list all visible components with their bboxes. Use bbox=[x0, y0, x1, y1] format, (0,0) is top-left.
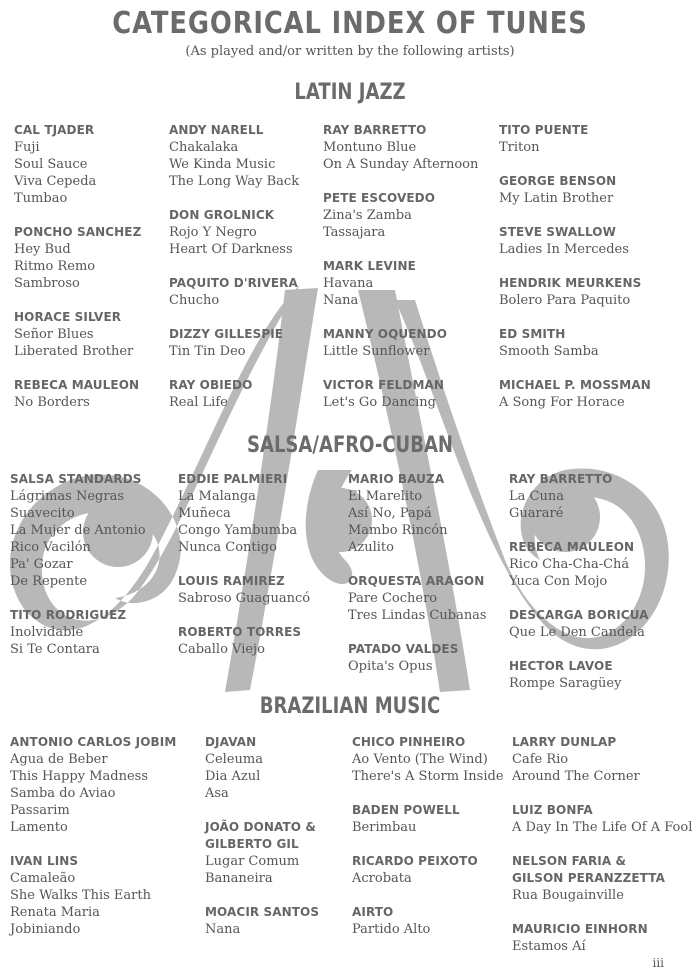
artist-name: MICHAEL P. MOSSMAN bbox=[499, 378, 651, 392]
tune-title: Yuca Con Mojo bbox=[509, 574, 608, 589]
tune-title: Celeuma bbox=[205, 752, 263, 767]
tune-title: Tin Tin Deo bbox=[169, 344, 246, 359]
tune-title: She Walks This Earth bbox=[10, 888, 151, 903]
tune-title: Nunca Contigo bbox=[178, 540, 277, 555]
tune-title: No Borders bbox=[14, 395, 90, 410]
artist-group bbox=[178, 573, 358, 607]
tune-title: Jobiniando bbox=[10, 922, 81, 937]
tune-title: Viva Cepeda bbox=[14, 174, 97, 189]
artist-group bbox=[352, 853, 532, 887]
artist-name: PATADO VALDES bbox=[348, 642, 459, 656]
artist-group bbox=[512, 802, 697, 836]
salsa-column-2 bbox=[178, 471, 358, 675]
tune-title: Nana bbox=[205, 922, 241, 937]
tune-title: Que Le Den Candela bbox=[509, 625, 645, 640]
tune-title: Asa bbox=[205, 786, 229, 801]
artist-group bbox=[323, 377, 503, 411]
tune-title: Rojo Y Negro bbox=[169, 225, 257, 240]
artist-name: TITO PUENTE bbox=[499, 123, 589, 137]
artist-group bbox=[499, 326, 694, 360]
tune-title: This Happy Madness bbox=[10, 769, 149, 784]
artist-name: MANNY OQUENDO bbox=[323, 327, 448, 341]
salsa-column-1 bbox=[10, 471, 190, 675]
tune-title: Liberated Brother bbox=[14, 344, 134, 359]
artist-group bbox=[348, 573, 528, 624]
tune-title: Rico Cha-Cha-Chá bbox=[509, 557, 630, 572]
artist-group bbox=[178, 624, 358, 658]
artist-group bbox=[352, 802, 532, 836]
artist-name: MARK LEVINE bbox=[323, 259, 416, 273]
artist-group bbox=[499, 275, 694, 309]
artist-group bbox=[512, 734, 697, 785]
artist-name: PETE ESCOVEDO bbox=[323, 191, 436, 205]
artist-group bbox=[14, 122, 194, 207]
artist-name: GEORGE BENSON bbox=[499, 174, 617, 188]
artist-name: LOUIS RAMIREZ bbox=[178, 574, 285, 588]
artist-name: ROBERTO TORRES bbox=[178, 625, 302, 639]
artist-group bbox=[323, 122, 503, 173]
artist-group bbox=[499, 377, 694, 411]
tune-title: We Kinda Music bbox=[169, 157, 276, 172]
artist-name: MAURICIO EINHORN bbox=[512, 922, 648, 936]
brazilian-column-4 bbox=[512, 734, 697, 972]
tune-title: Rua Bougainville bbox=[512, 888, 624, 903]
tune-title: Rompe Saragüey bbox=[509, 676, 622, 691]
tune-title: Camaleão bbox=[10, 871, 76, 886]
artist-group bbox=[10, 607, 190, 658]
artist-name: AIRTO bbox=[352, 905, 394, 919]
artist-name: DESCARGA BORICUA bbox=[509, 608, 649, 622]
tune-title: Real Life bbox=[169, 395, 228, 410]
section-title-salsa: SALSA/AFRO-CUBAN bbox=[246, 433, 454, 458]
tune-title: El Marelito bbox=[348, 489, 423, 504]
artist-group bbox=[323, 190, 503, 241]
tune-title: De Repente bbox=[10, 574, 88, 589]
tune-title: There's A Storm Inside bbox=[352, 769, 504, 784]
artist-name: ED SMITH bbox=[499, 327, 566, 341]
tune-title: Muñeca bbox=[178, 506, 231, 521]
artist-group bbox=[352, 734, 532, 785]
tune-title: Así No, Papá bbox=[348, 506, 432, 521]
artist-group bbox=[323, 258, 503, 309]
latin-jazz-column-1 bbox=[14, 122, 194, 428]
tune-title: Sambroso bbox=[14, 276, 80, 291]
artist-name: TITO RODRIGUEZ bbox=[10, 608, 127, 622]
artist-name: NELSON FARIA & bbox=[512, 854, 627, 868]
tune-title: Zina's Zamba bbox=[323, 208, 412, 223]
artist-group bbox=[10, 734, 200, 836]
tune-title: Estamos Aí bbox=[512, 939, 586, 954]
tune-title: Let's Go Dancing bbox=[323, 395, 436, 410]
tune-title: Hey Bud bbox=[14, 242, 71, 257]
tune-title: La Malanga bbox=[178, 489, 256, 504]
artist-name: REBECA MAULEON bbox=[509, 540, 635, 554]
tune-title: Acrobata bbox=[352, 871, 412, 886]
artist-name: DON GROLNICK bbox=[169, 208, 275, 222]
tune-title: Nana bbox=[323, 293, 359, 308]
tune-title: A Day In The Life Of A Fool bbox=[512, 820, 693, 835]
section-title-latin-jazz: LATIN JAZZ bbox=[294, 80, 406, 105]
tune-title: Tumbao bbox=[14, 191, 68, 206]
tune-title: Pa' Gozar bbox=[10, 557, 73, 572]
artist-group bbox=[509, 607, 689, 641]
artist-name: GILBERTO GIL bbox=[205, 837, 299, 851]
latin-jazz-column-2 bbox=[169, 122, 349, 428]
artist-name: PONCHO SANCHEZ bbox=[14, 225, 142, 239]
tune-title: Inolvidable bbox=[10, 625, 84, 640]
artist-group bbox=[509, 539, 689, 590]
artist-name: VICTOR FELDMAN bbox=[323, 378, 445, 392]
artist-name: HORACE SILVER bbox=[14, 310, 122, 324]
artist-group bbox=[348, 471, 528, 556]
tune-title: A Song For Horace bbox=[499, 395, 625, 410]
tune-title: Triton bbox=[499, 140, 540, 155]
artist-group bbox=[14, 377, 194, 411]
artist-name: LUIZ BONFA bbox=[512, 803, 593, 817]
artist-name: RAY BARRETTO bbox=[509, 472, 613, 486]
artist-name: BADEN POWELL bbox=[352, 803, 460, 817]
tune-title: Lamento bbox=[10, 820, 68, 835]
tune-title: Little Sunflower bbox=[323, 344, 430, 359]
tune-title: Congo Yambumba bbox=[178, 523, 298, 538]
tune-title: Havana bbox=[323, 276, 374, 291]
artist-group bbox=[178, 471, 358, 556]
tune-title: Mambo Rincón bbox=[348, 523, 448, 538]
artist-name: DJAVAN bbox=[205, 735, 257, 749]
tune-title: Partido Alto bbox=[352, 922, 431, 937]
artist-name: IVAN LINS bbox=[10, 854, 79, 868]
artist-group bbox=[14, 224, 194, 292]
tune-title: Dia Azul bbox=[205, 769, 261, 784]
salsa-column-3 bbox=[348, 471, 528, 692]
tune-title: La Mujer de Antonio bbox=[10, 523, 146, 538]
tune-title: Ritmo Remo bbox=[14, 259, 96, 274]
tune-title: Señor Blues bbox=[14, 327, 94, 342]
artist-name: LARRY DUNLAP bbox=[512, 735, 617, 749]
tune-title: Passarim bbox=[10, 803, 70, 818]
tune-title: Lágrimas Negras bbox=[10, 489, 124, 504]
artist-name: GILSON PERANZZETTA bbox=[512, 871, 665, 885]
page-title: CATEGORICAL INDEX OF TUNES bbox=[112, 6, 588, 41]
artist-group bbox=[499, 224, 694, 258]
tune-title: Chucho bbox=[169, 293, 220, 308]
artist-name: ANTONIO CARLOS JOBIM bbox=[10, 735, 177, 749]
tune-title: Si Te Contara bbox=[10, 642, 100, 657]
latin-jazz-column-4 bbox=[499, 122, 694, 428]
artist-group bbox=[169, 207, 349, 258]
artist-name: STEVE SWALLOW bbox=[499, 225, 616, 239]
artist-name: MARIO BAUZA bbox=[348, 472, 445, 486]
artist-group bbox=[323, 326, 503, 360]
artist-name: CHICO PINHEIRO bbox=[352, 735, 466, 749]
brazilian-column-1 bbox=[10, 734, 200, 955]
artist-group bbox=[499, 173, 694, 207]
tune-title: Ao Vento (The Wind) bbox=[352, 752, 488, 767]
artist-name: ORQUESTA ARAGON bbox=[348, 574, 485, 588]
tune-title: Tassajara bbox=[323, 225, 386, 240]
tune-title: Smooth Samba bbox=[499, 344, 599, 359]
tune-title: Caballo Viejo bbox=[178, 642, 265, 657]
artist-name: PAQUITO D'RIVERA bbox=[169, 276, 298, 290]
tune-title: Guararé bbox=[509, 506, 564, 521]
tune-title: Cafe Rio bbox=[512, 752, 569, 767]
tune-title: Azulito bbox=[348, 540, 394, 555]
tune-title: Sabroso Guaguancó bbox=[178, 591, 311, 606]
tune-title: Heart Of Darkness bbox=[169, 242, 293, 257]
artist-name: REBECA MAULEON bbox=[14, 378, 140, 392]
artist-group bbox=[169, 377, 349, 411]
tune-title: La Cuna bbox=[509, 489, 564, 504]
artist-name: HENDRIK MEURKENS bbox=[499, 276, 642, 290]
artist-group bbox=[10, 853, 200, 938]
artist-name: CAL TJADER bbox=[14, 123, 95, 137]
section-title-brazilian: BRAZILIAN MUSIC bbox=[259, 694, 441, 719]
artist-name: EDDIE PALMIERI bbox=[178, 472, 288, 486]
artist-group bbox=[509, 658, 689, 692]
tune-title: The Long Way Back bbox=[169, 174, 300, 189]
artist-name: RAY OBIEDO bbox=[169, 378, 253, 392]
tune-title: Tres Lindas Cubanas bbox=[348, 608, 487, 623]
artist-name: HECTOR LAVOE bbox=[509, 659, 613, 673]
tune-title: Bananeira bbox=[205, 871, 273, 886]
tune-title: Pare Cochero bbox=[348, 591, 438, 606]
artist-group bbox=[169, 122, 349, 190]
artist-group bbox=[499, 122, 694, 156]
tune-title: Ladies In Mercedes bbox=[499, 242, 629, 257]
tune-title: Samba do Aviao bbox=[10, 786, 116, 801]
page-number: iii bbox=[652, 956, 664, 970]
tune-title: Lugar Comum bbox=[205, 854, 300, 869]
artist-name: MOACIR SANTOS bbox=[205, 905, 320, 919]
artist-group bbox=[352, 904, 532, 938]
artist-group bbox=[348, 641, 528, 675]
brazilian-column-3 bbox=[352, 734, 532, 955]
tune-title: Agua de Beber bbox=[10, 752, 108, 767]
page-subtitle: (As played and/or written by the following artists) bbox=[185, 44, 515, 59]
tune-title: Around The Corner bbox=[512, 769, 640, 784]
tune-title: Fuji bbox=[14, 140, 40, 155]
tune-title: Chakalaka bbox=[169, 140, 239, 155]
artist-name: RAY BARRETTO bbox=[323, 123, 427, 137]
artist-group bbox=[169, 275, 349, 309]
artist-name: SALSA STANDARDS bbox=[10, 472, 142, 486]
artist-group bbox=[509, 471, 689, 522]
tune-title: On A Sunday Afternoon bbox=[323, 157, 479, 172]
tune-title: Montuno Blue bbox=[323, 140, 417, 155]
artist-name: JOÃO DONATO & bbox=[205, 820, 316, 834]
artist-name: DIZZY GILLESPIE bbox=[169, 327, 284, 341]
artist-name: ANDY NARELL bbox=[169, 123, 264, 137]
artist-group bbox=[10, 471, 190, 590]
artist-group bbox=[14, 309, 194, 360]
salsa-column-4 bbox=[509, 471, 689, 709]
artist-name: RICARDO PEIXOTO bbox=[352, 854, 478, 868]
tune-title: Renata Maria bbox=[10, 905, 100, 920]
tune-title: Opita's Opus bbox=[348, 659, 433, 674]
latin-jazz-column-3 bbox=[323, 122, 503, 428]
tune-title: Soul Sauce bbox=[14, 157, 88, 172]
tune-title: My Latin Brother bbox=[499, 191, 614, 206]
artist-group bbox=[512, 921, 697, 955]
tune-title: Berimbau bbox=[352, 820, 417, 835]
artist-group bbox=[512, 853, 697, 904]
tune-title: Bolero Para Paquito bbox=[499, 293, 631, 308]
artist-group bbox=[169, 326, 349, 360]
tune-title: Suavecito bbox=[10, 506, 75, 521]
tune-title: Rico Vacilón bbox=[10, 540, 91, 555]
